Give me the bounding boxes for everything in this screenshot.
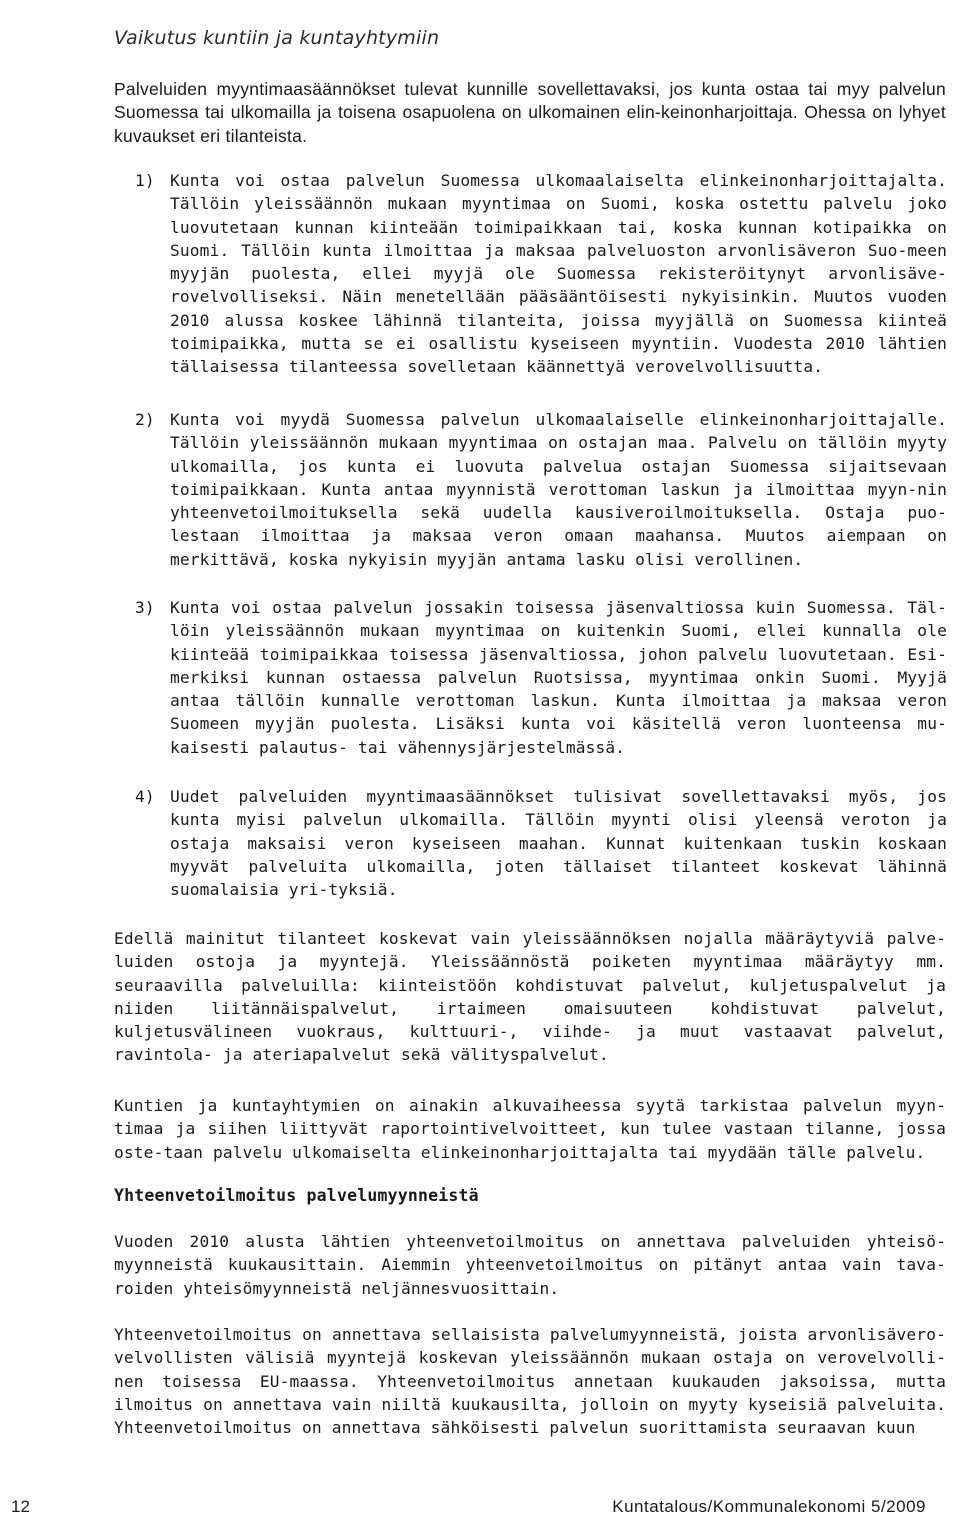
list-item-number: 4) xyxy=(135,787,155,806)
page-number: 12 xyxy=(11,1497,30,1516)
intro-paragraph: Palveluiden myyntimaasäännökset tulevat kunnille sovellettavaksi, jos kunta ostaa tai myy palvelun Suomessa tai ulkomailla ja toisena osapuolena on ulkomainen elin-keinonharjoittaja. Ohessa on lyhyet kuvaukset eri tilanteista. xyxy=(114,79,946,146)
publication-title: Kuntatalous/Kommunalekonomi 5/2009 xyxy=(612,1497,926,1516)
list-item-text: Kunta voi ostaa palvelun Suomessa ulkomaalaiselta elinkeinonharjoittajalta. Tällöin yleissäännön mukaan myyntimaa on Suomi, koska ostettu palvelu joko luovutetaan kunnan kiinteään toimipaikkaan tai, koska kunnan kotipaikka on Suomi. Tällöin kunta ilmoittaa ja maksaa palveluoston arvonlisäveron Suo-meen myyjän puolesta, ellei myyjä ole Suomessa rekisteröitynyt arvonlisäve-rovelvolliseksi. Näin menetellään pääsääntöisesti nykyisinkin. Muutos vuoden 2010 alussa koskee lähinnä tilanteita, joissa myyjällä on Suomessa kiinteä toimipaikka, mutta se ei osallistu kyseiseen myyntiin. Vuodesta 2010 lähtien tällaisessa tilanteessa sovelletaan käännettyä verovelvollisuutta. xyxy=(170,171,947,377)
subheading: Yhteenvetoilmoitus palvelumyynneistä xyxy=(114,1186,479,1205)
general-paragraph: Edellä mainitut tilanteet koskevat vain yleissäännöksen nojalla määräytyviä palve-luiden ostoja ja myyntejä. Yleissäännöstä poiketen myyntimaa määräytyy mm. seuraavilla palveluilla: kiinteistöön kohdistuvat palvelut, kuljetuspalvelut ja niiden liitännäispalvelut, irtaimeen omaisuuteen kohdistuvat palvelut, kuljetusvälineen vuokraus, kulttuuri-, viihde- ja muut vastaavat palvelut, ravintola- ja ateriapalvelut sekä välityspalvelut. xyxy=(114,929,946,1065)
section-heading: Vaikutus kuntiin ja kuntayhtymiin xyxy=(114,27,440,49)
list-item-number: 3) xyxy=(135,598,155,617)
list-item-number: 1) xyxy=(135,171,155,190)
list-item-4 xyxy=(135,785,947,901)
list-item-2 xyxy=(135,408,947,571)
list-item-text: Uudet palveluiden myyntimaasäännökset tulisivat sovellettavaksi myös, jos kunta myisi palvelun ulkomailla. Tällöin myynti olisi yleensä veroton ja ostaja maksaisi veron kyseiseen maahan. Kunnat kuitenkaan tuskin koskaan myyvät palveluita ulkomailla, joten tällaiset tilanteet koskevat lähinnä suomalaisia yri-tyksiä. xyxy=(170,787,947,900)
review-paragraph: Kuntien ja kuntayhtymien on ainakin alkuvaiheessa syytä tarkistaa palvelun myyn-timaa ja siihen liittyvät raportointivelvoitteet, kun tulee vastaan tilanne, jossa oste-taan palvelu ulkomaiselta elinkeinonharjoittajalta tai myydään tälle palvelu. xyxy=(114,1096,946,1162)
list-item-text: Kunta voi ostaa palvelun jossakin toisessa jäsenvaltiossa kuin Suomessa. Täl-löin yleissäännön mukaan myyntimaa on kuitenkin Suomi, ellei kunnalla ole kiinteää toimipaikkaa toisessa jäsenvaltiossa, johon palvelu luovutetaan. Esi-merkiksi kunnan ostaessa palvelun Ruotsissa, myyntimaa onkin Suomi. Myyjä antaa tällöin kunnalle verottoman laskun. Kunta ilmoittaa ja maksaa veron Suomeen myyjän puolesta. Lisäksi kunta voi käsitellä veron luonteensa mu-kaisesti palautus- tai vähennysjärjestelmässä. xyxy=(170,598,947,757)
summary-paragraph-1: Vuoden 2010 alusta lähtien yhteenvetoilmoitus on annettava palveluiden yhteisö-myynneistä kuukausittain. Aiemmin yhteenvetoilmoitus on pitänyt antaa vain tava-roiden yhteisömyynneistä neljännesvuosittain. xyxy=(114,1232,946,1298)
list-item-number: 2) xyxy=(135,410,155,429)
list-item-1 xyxy=(135,169,947,379)
summary-paragraph-2: Yhteenvetoilmoitus on annettava sellaisista palvelumyynneistä, joista arvonlisävero-velvollisten välisiä myyntejä koskevan yleissäännön mukaan ostaja on verovelvolli-nen toisessa EU-maassa. Yhteenvetoilmoitus annetaan kuukauden jaksoissa, mutta ilmoitus on annettava vain niiltä kuukausilta, jolloin on myyty kyseisiä palveluita. Yhteenvetoilmoitus on annettava sähköisesti palvelun suorittamista seuraavan kuun xyxy=(114,1325,946,1438)
list-item-text: Kunta voi myydä Suomessa palvelun ulkomaalaiselle elinkeinonharjoittajalle. Tällöin yleissäännön mukaan myyntimaa on ostajan maa. Palvelu on tällöin myyty ulkomailla, jos kunta ei luovuta palvelua ostajan Suomessa sijaitsevaan toimipaikkaan. Kunta antaa myynnistä verottoman laskun ja ilmoittaa myyn-nin yhteenvetoilmoituksella sekä uudella kausiveroilmoituksella. Ostaja puo-lestaan ilmoittaa ja maksaa veron omaan maahansa. Muutos aiempaan on merkittävä, koska nykyisin myyjän antama lasku olisi verollinen. xyxy=(170,410,947,569)
list-item-3 xyxy=(135,596,947,759)
